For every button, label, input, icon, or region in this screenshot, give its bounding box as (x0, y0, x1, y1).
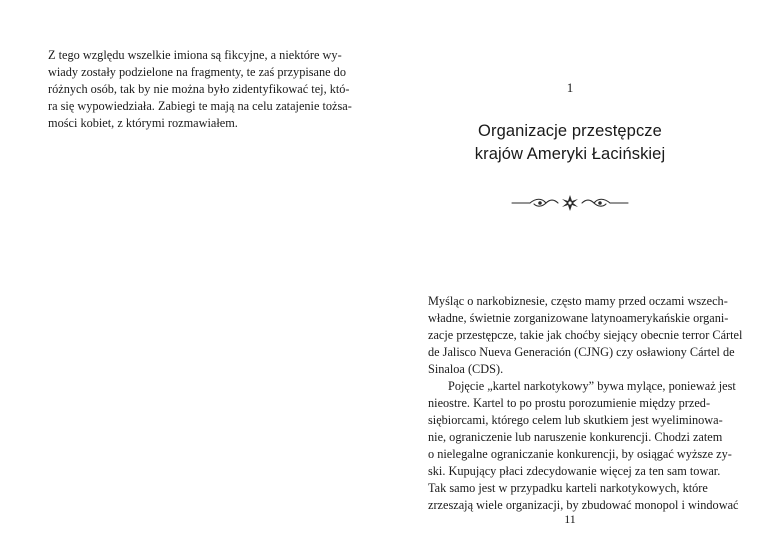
text-line: ra się wypowiedziała. Zabiegi te mają na celu zatajenie tożsa- (48, 99, 352, 113)
floral-flourish-icon (510, 193, 630, 213)
text-line: Sinaloa (CDS). (428, 362, 504, 376)
right-page (380, 0, 760, 556)
text-line: zacje przestępcze, takie jak choćby siejący obecnie terror Cártel (428, 328, 743, 342)
text-line: Pojęcie „kartel narkotykowy” bywa mylące, ponieważ jest (448, 379, 736, 393)
text-line: de Jalisco Nueva Generación (CJNG) czy osławiony Cártel de (428, 345, 735, 359)
chapter-number: 1 (566, 80, 574, 95)
text-line: Tak samo jest w przypadku karteli narkotykowych, które (428, 481, 708, 495)
text-line: różnych osób, tak by nie można było zidentyfikować tej, któ- (48, 82, 350, 96)
text-line: wiady zostały podzielone na fragmenty, te zaś przypisane do (48, 65, 346, 79)
text-line: władne, świetnie zorganizowane latynoamerykańskie organi- (428, 311, 729, 325)
text-line: Z tego względu wszelkie imiona są fikcyjne, a niektóre wy- (48, 48, 342, 62)
text-line: siębiorcami, którego celem lub skutkiem jest wyeliminowa- (428, 413, 723, 427)
text-line: mości kobiet, z którymi rozmawiałem. (48, 116, 238, 130)
text-line: zrzeszają wiele organizacji, by zbudować monopol i windować (428, 498, 739, 512)
text-line: o nielegalne ograniczanie konkurencji, by osiągać wyższe zy- (428, 447, 732, 461)
text-line: nie, ograniczenie lub naruszenie konkurencji. Chodzi zatem (428, 430, 723, 444)
text-line: Myśląc o narkobiznesie, często mamy przed oczami wszech- (428, 294, 728, 308)
text-line: nieostre. Kartel to po prostu porozumienie między przed- (428, 396, 711, 410)
page-number: 11 (564, 512, 576, 526)
chapter-title-line-2: krajów Ameryki Łacińskiej (474, 145, 666, 163)
text-line: ski. Kupujący płaci zdecydowanie więcej za ten sam towar. (428, 464, 721, 478)
chapter-title-line-1: Organizacje przestępcze (478, 122, 662, 140)
